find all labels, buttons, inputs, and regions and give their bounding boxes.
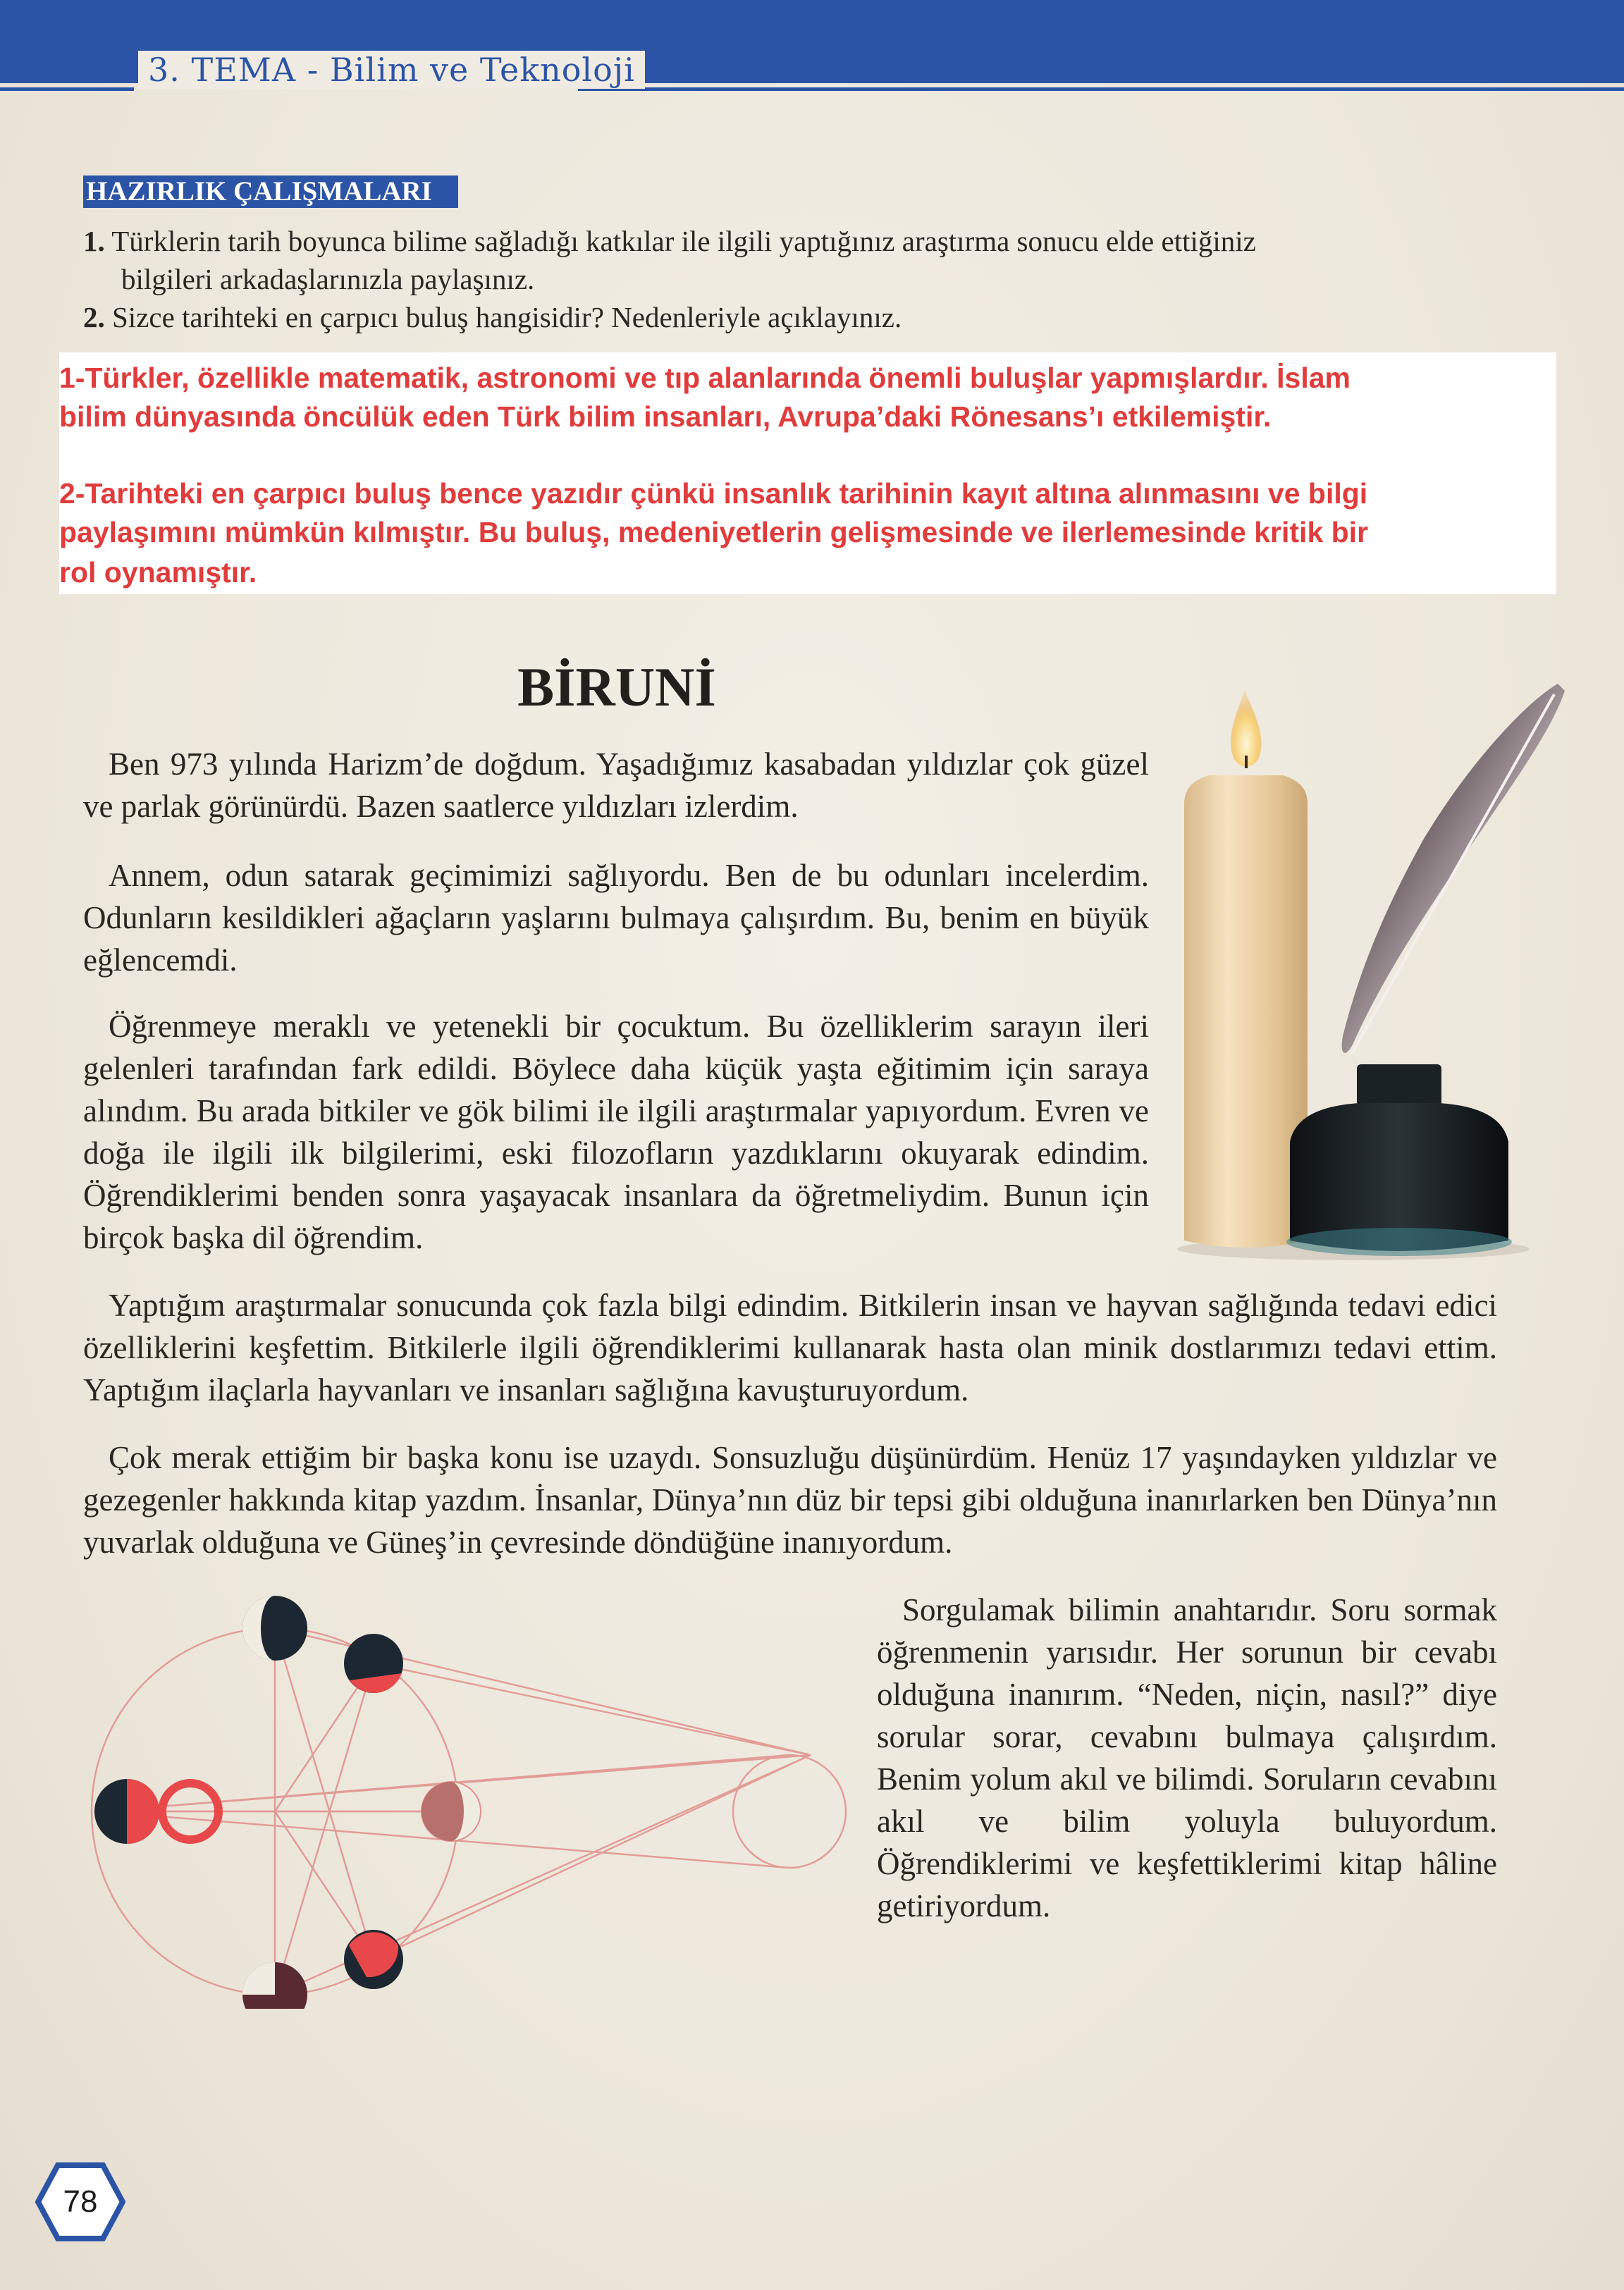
converge-2: [374, 1663, 811, 1755]
question-1-line-2: bilgileri arkadaşlarınızla paylaşınız.: [121, 263, 535, 295]
question-1: [83, 221, 1256, 261]
story-paragraph-4: Yaptığım araştırmalar sonucunda çok fazla bilgi edindim. Bitkilerin insan ve hayvan sağlığında tedavi edici özelliklerini keşfettim. Bitkilerle ilgili öğrendiklerimi kullanarak hasta olan minik dostlarımızı tedavi ettim. Yaptığım ilaçlarla hayvanları ve insanları sağlığına kavuşturuyordum.: [83, 1288, 1497, 1408]
answer-2-line-2: paylaşımını mümkün kılmıştır. Bu buluş, medeniyetlerin gelişmesinde ve ilerlemesinde kritik bir: [59, 516, 1369, 548]
answer-1-line-2: bilim dünyasında öncülük eden Türk bilim insanları, Avrupa’daki Rönesans’ı etkilemiştir.: [59, 400, 1272, 433]
preparation-title: HAZIRLIK ÇALIŞMALARI: [83, 176, 458, 208]
header-rule-right: [578, 87, 1624, 91]
question-2: [83, 297, 902, 337]
theme-title: 3. TEMA - Bilim ve Teknoloji: [138, 51, 645, 89]
answer-1-line-1: 1-Türkler, özellikle matematik, astronomi ve tıp alanlarında önemli buluşlar yapmışlardır. İslam: [59, 362, 1351, 394]
story-paragraph-5: Çok merak ettiğim bir başka konu ise uzaydı. Sonsuzluğu düşünürdüm. Henüz 17 yaşındayken yıldızlar ve gezegenler hakkında kitap yazdım. İnsanlar, Dünya’nın düz bir tepsi gibi olduğuna inanırlarken ben Dünya’nın yuvarlak olduğuna ve Güneş’in çevresinde döndüğüne inanıyordum.: [83, 1440, 1497, 1560]
story-paragraph-3: Öğrenmeye meraklı ve yetenekli bir çocuktum. Bu özelliklerim sarayın ileri gelenleri tarafından fark edildi. Böylece daha küçük yaşta eğitimim için saraya alındım. Bu arada bitkiler ve gök bilimi ile ilgili araştırmalar yapıyordum. Evren ve doğa ile ilgili ilk bilgilerimi, eski filozofların yazdıklarını okuyarak edindim. Öğrendiklerimi benden sonra yaşayacak insanlara da öğretmeliydim. Bunun için birçok başka dil öğrendim.: [83, 1009, 1149, 1255]
question-1-number: 1.: [83, 225, 105, 257]
page-number-badge: [35, 2162, 125, 2241]
astronomy-diagram: [70, 1593, 853, 2009]
story-paragraph-1: Ben 973 yılında Harizm’de doğdum. Yaşadığımız kasabadan yıldızlar çok güzel ve parlak görünürdü. Bazen saatlerce yıldızları izlerdim.: [83, 746, 1149, 824]
page-number: 78: [63, 2184, 98, 2219]
answer-2-line-3: rol oynamıştır.: [59, 556, 257, 589]
moon-phase-right: [422, 1782, 481, 1841]
quill-shaft: [1350, 694, 1554, 1057]
inkwell-neck: [1357, 1064, 1441, 1107]
cone-end-ellipse: [733, 1755, 846, 1868]
answer-2-line-1: 2-Tarihteki en çarpıcı buluş bence yazıdır çünkü insanlık tarihinin kayıt altına alınmasını ve bilgi: [59, 477, 1368, 510]
story-title: BİRUNİ: [517, 656, 716, 718]
story-paragraph-6: Sorgulamak bilimin anahtarıdır. Soru sormak öğrenmenin yarısıdır. Her sorunun bir cevabı olduğuna inanırım. “Neden, niçin, nasıl?” diye sorular sorar, cevabını bulmaya çalışırdım. Benim yolum akıl ve bilimdi. Soruların cevabını akıl ve bilim yoluyla buluyordum. Öğrendiklerimi ve keşfettiklerimi kitap hâline getiriyordum.: [877, 1592, 1497, 1923]
question-2-text: Sizce tarihteki en çarpıcı buluş hangisidir? Nedenleriyle açıklayınız.: [112, 301, 902, 333]
moon-phase-bottom: [242, 1962, 307, 2009]
quill-feather: [1342, 684, 1565, 1053]
question-1-line-1: Türklerin tarih boyunca bilime sağladığı katkılar ile ilgili yaptığınız araştırma sonucu elde ettiğiniz: [111, 225, 1256, 257]
candle-quill-illustration: [1128, 663, 1579, 1283]
moon-phase-lower-right: [344, 1930, 403, 1989]
moon-phase-top: [242, 1596, 307, 1661]
candle-body: [1184, 775, 1308, 1248]
candle-flame: [1231, 691, 1262, 767]
moon-phase-upper-right: [344, 1634, 403, 1693]
question-2-number: 2.: [83, 301, 105, 333]
header-rule-left: [0, 87, 134, 91]
story-paragraph-2: Annem, odun satarak geçimimizi sağlıyordu. Ben de bu odunları incelerdim. Odunların kesildikleri ağaçların yaşlarını bulmaya çalışırdım. Bu, benim en büyük eğlencemdi.: [83, 858, 1149, 978]
inkwell-base: [1286, 1228, 1512, 1256]
